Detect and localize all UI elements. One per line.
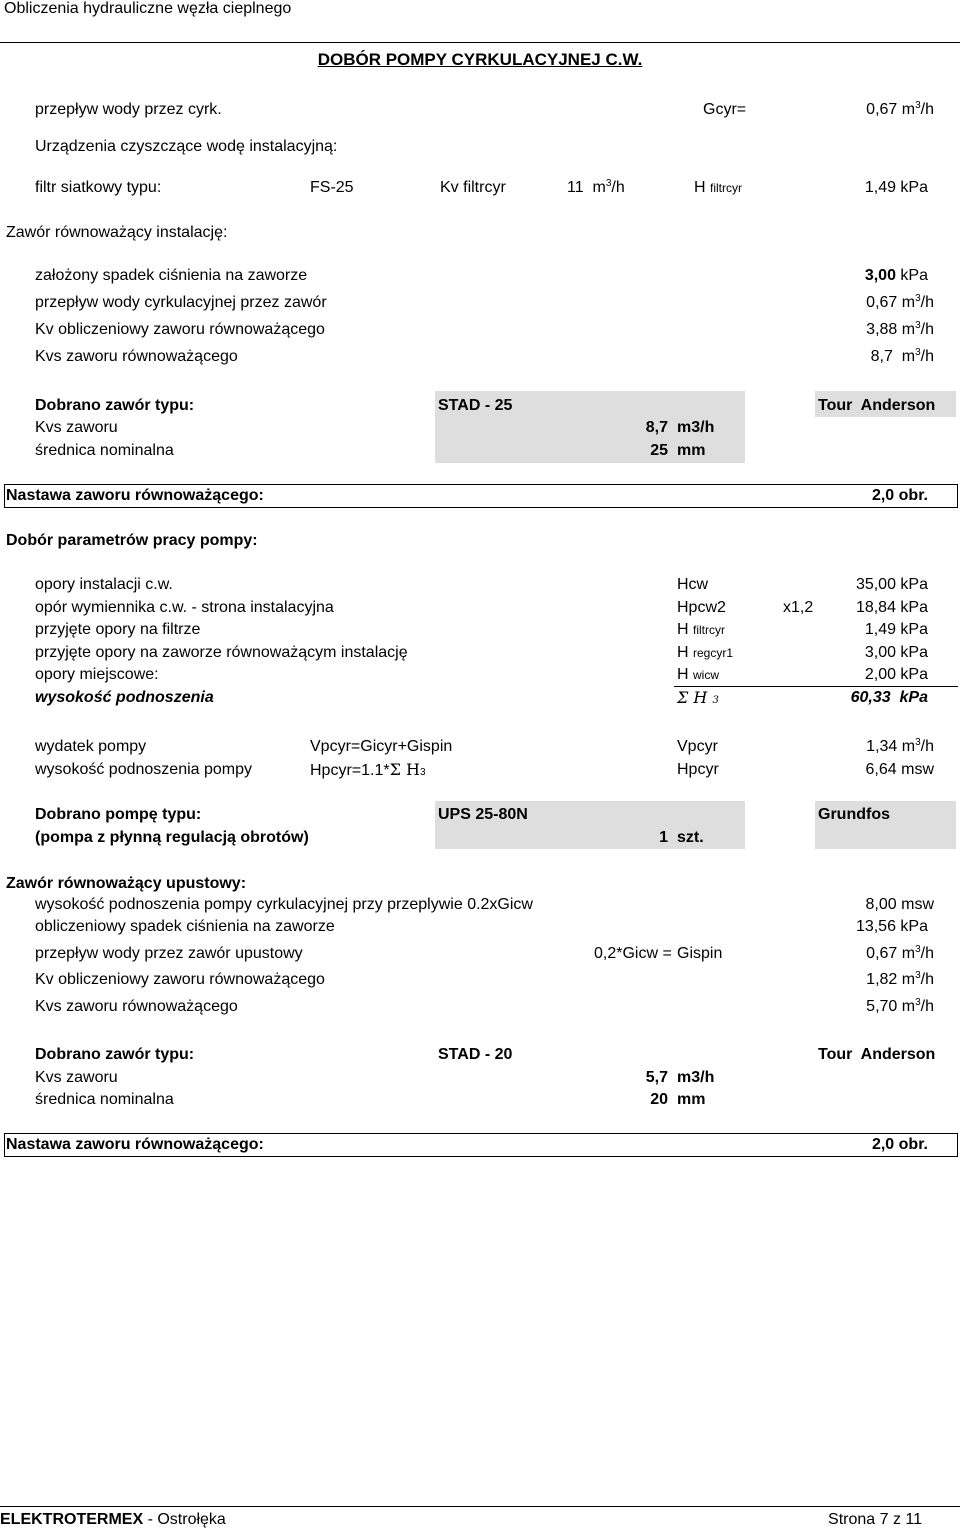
valve-kvs-value: 8,7 — [645, 419, 668, 436]
pump-params-heading: Dobór parametrów pracy pompy: — [6, 532, 258, 549]
footer-company: ELEKTROTERMEX - Ostrołęka — [0, 1511, 226, 1528]
total-head-label: wysokość podnoszenia — [35, 689, 214, 706]
pressure-drop-value: 3,00 kPa — [864, 267, 928, 284]
sum-rule — [674, 686, 958, 687]
pump-quantity-unit: szt. — [677, 829, 704, 846]
valve-dn-label: średnica nominalna — [35, 442, 174, 459]
valve-dn-value: 25 — [650, 442, 668, 459]
bypass-selection-maker: Tour Anderson — [818, 1046, 936, 1063]
resistance-row-value: 3,00 kPa — [864, 644, 928, 661]
valve-selection-label: Dobrano zawór typu: — [35, 397, 195, 414]
circ-flow-value: 0,67 $m^3/h$ — [866, 293, 934, 311]
pump-head-label: wysokość podnoszenia pompy — [35, 761, 253, 778]
resistance-row-symbol: H wicw — [677, 666, 720, 683]
bypass-dn-unit: mm — [677, 1091, 706, 1108]
pump-flow-value: 1,34 $m^3/h$ — [866, 737, 934, 755]
bypass-kvs-sel-label: Kvs zaworu — [35, 1069, 118, 1086]
footer-rule — [0, 1506, 960, 1507]
bypass-drop-value: 13,56 kPa — [855, 918, 928, 935]
balancing-valve-heading: Zawór równoważący instalację: — [6, 224, 228, 241]
total-head-symbol: Σ H 3 — [677, 688, 719, 707]
bypass-kvs-sel-unit: m3/h — [677, 1069, 715, 1086]
bypass-kvs-label: Kvs zaworu równoważącego — [35, 998, 238, 1015]
pump-selection-note: (pompa z płynną regulacją obrotów) — [35, 829, 309, 846]
kvs-value: 8,7 $m^3/h$ — [870, 347, 934, 365]
bypass-kv-label: Kv obliczeniowy zaworu równoważącego — [35, 971, 325, 988]
bypass-dn-value: 20 — [650, 1091, 668, 1108]
bypass-kvs-value: 5,70 $m^3/h$ — [866, 997, 934, 1015]
resistance-row-value: 1,49 kPa — [864, 621, 928, 638]
valve-dn-unit: mm — [677, 442, 706, 459]
flow-label: przepływ wody przez cyrk. — [35, 101, 222, 118]
resistance-row-symbol: H filtrcyr — [677, 621, 726, 638]
flow-symbol: Gcyr= — [703, 101, 747, 118]
document-header-title: Obliczenia hydrauliczne węzła cieplnego — [4, 0, 292, 17]
pump-flow-formula: Vpcyr=Gicyr+Gispin — [310, 738, 453, 755]
filter-label: filtr siatkowy typu: — [35, 179, 162, 196]
pump-quantity: 1 — [659, 829, 668, 846]
pump-flow-label: wydatek pompy — [35, 738, 147, 755]
pump-head-formula: Hpcyr=1.1*Σ H3 — [310, 760, 426, 779]
circ-flow-label: przepływ wody cyrkulacyjnej przez zawór — [35, 294, 327, 311]
bypass-flow-symbol: Gispin — [677, 945, 723, 962]
resistance-row-multiplier: x1,2 — [783, 599, 814, 616]
bypass-flow-formula: 0,2*Gicw = — [594, 945, 672, 962]
valve-selection-type: STAD - 25 — [438, 397, 513, 414]
resistance-row-label: przyjęte opory na filtrze — [35, 621, 201, 638]
pump-selection-label: Dobrano pompę typu: — [35, 806, 202, 823]
valve-kvs-label: Kvs zaworu — [35, 419, 118, 436]
bypass-flow-label: przepływ wody przez zawór upustowy — [35, 945, 303, 962]
resistance-row-label: przyjęte opory na zaworze równoważącym instalację — [35, 644, 408, 661]
footer-page-number: Strona 7 z 11 — [828, 1511, 922, 1528]
resistance-row-value: 18,84 kPa — [855, 599, 928, 616]
resistance-row-symbol: Hcw — [677, 576, 709, 593]
kv-calc-label: Kv obliczeniowy zaworu równoważącego — [35, 321, 325, 338]
filter-kv-label: Kv filtrcyr — [440, 179, 506, 196]
filter-type: FS-25 — [310, 179, 354, 196]
header-rule — [0, 42, 960, 43]
cleaning-heading: Urządzenia czyszczące wodę instalacyjną: — [35, 138, 338, 155]
bypass-head-value: 8,00 msw — [865, 896, 934, 913]
bypass-valve-heading: Zawór równoważący upustowy: — [6, 875, 247, 892]
bypass-kvs-sel-value: 5,7 — [645, 1069, 668, 1086]
resistance-row-value: 2,00 kPa — [864, 666, 928, 683]
filter-kv-value: 11 $m^3/h$ — [567, 178, 625, 196]
pump-head-value: 6,64 msw — [865, 761, 934, 778]
valve-selection-maker: Tour Anderson — [818, 397, 936, 414]
flow-value: 0,67 $m^3/h$ — [866, 100, 934, 118]
bypass-selection-label: Dobrano zawór typu: — [35, 1046, 195, 1063]
pump-flow-symbol: Vpcyr — [677, 738, 718, 755]
bypass-drop-label: obliczeniowy spadek ciśnienia na zaworze — [35, 918, 335, 935]
pump-selection-type: UPS 25-80N — [438, 806, 528, 823]
filter-h-label: H filtrcyr — [694, 179, 743, 196]
pressure-drop-label: założony spadek ciśnienia na zaworze — [35, 267, 308, 284]
bypass-head-label: wysokość podnoszenia pompy cyrkulacyjnej przy przeplywie 0.2xGicw — [35, 896, 533, 913]
resistance-row-label: opór wymiennika c.w. - strona instalacyjna — [35, 599, 334, 616]
total-head-value: 60,33 kPa — [850, 689, 928, 706]
resistance-row-symbol: Hpcw2 — [677, 599, 726, 616]
valve-setting-label: Nastawa zaworu równoważącego: — [6, 487, 264, 504]
kvs-label: Kvs zaworu równoważącego — [35, 348, 238, 365]
bypass-dn-label: średnica nominalna — [35, 1091, 174, 1108]
valve-setting-value: 2,0 obr. — [871, 487, 928, 504]
resistance-row-value: 35,00 kPa — [855, 576, 928, 593]
bypass-setting-label: Nastawa zaworu równoważącego: — [6, 1136, 264, 1153]
valve-kvs-unit: m3/h — [677, 419, 715, 436]
bypass-kv-value: 1,82 $m^3/h$ — [866, 970, 934, 988]
kv-calc-value: 3,88 $m^3/h$ — [866, 320, 934, 338]
pump-head-symbol: Hpcyr — [677, 761, 719, 778]
page-title: DOBÓR POMPY CYRKULACYJNEJ C.W. — [317, 50, 643, 69]
bypass-selection-type: STAD - 20 — [438, 1046, 513, 1063]
bypass-setting-value: 2,0 obr. — [871, 1136, 928, 1153]
resistance-row-label: opory instalacji c.w. — [35, 576, 173, 593]
pump-selection-maker: Grundfos — [818, 806, 890, 823]
resistance-row-symbol: H regcyr1 — [677, 644, 734, 661]
filter-h-value: 1,49 kPa — [864, 179, 928, 196]
bypass-flow-value: 0,67 $m^3/h$ — [866, 944, 934, 962]
resistance-row-label: opory miejscowe: — [35, 666, 159, 683]
